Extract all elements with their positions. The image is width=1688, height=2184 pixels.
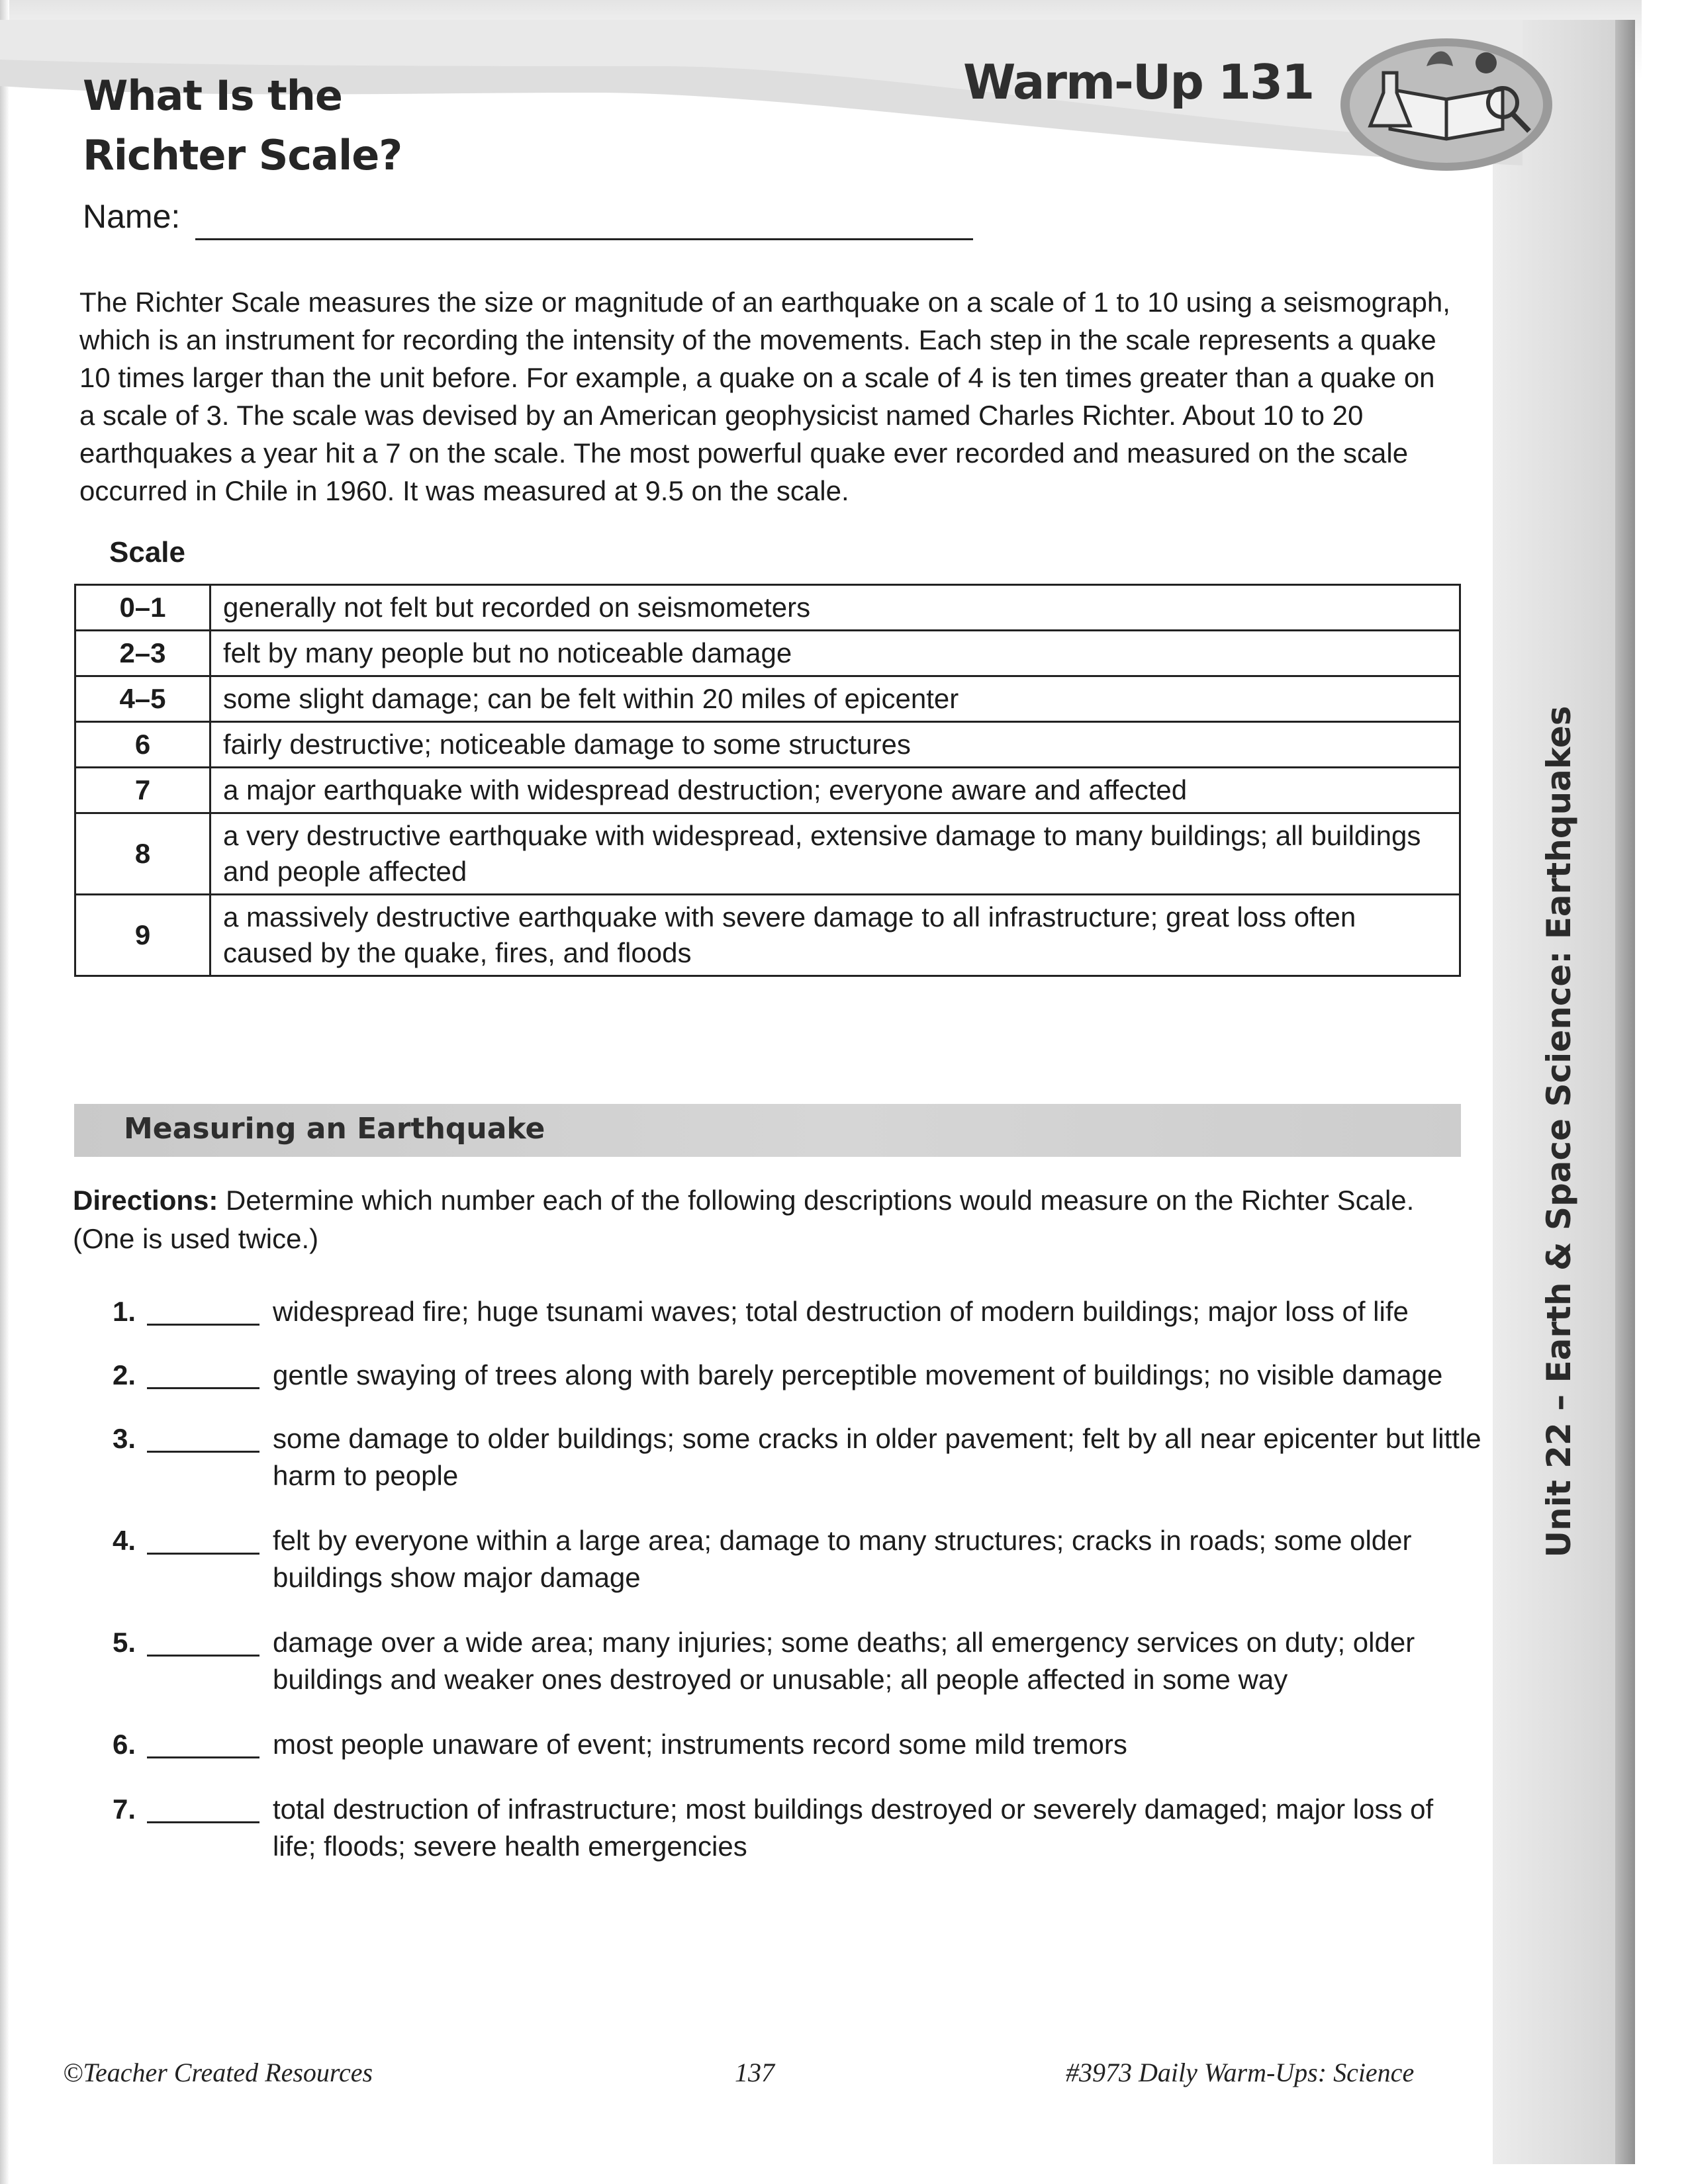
warmup-number: Warm-Up 131	[963, 54, 1314, 110]
scale-description: a major earthquake with widespread destruction; everyone aware and affected	[211, 768, 1460, 813]
scan-edge-right	[1615, 20, 1635, 2164]
directions	[73, 1181, 1436, 1258]
scale-value: 9	[75, 895, 211, 976]
question-text: widespread fire; huge tsunami waves; total destruction of modern buildings; major loss of life	[273, 1296, 1409, 1327]
table-row	[75, 895, 1460, 976]
footer-book-title: #3973 Daily Warm-Ups: Science	[1066, 2058, 1415, 2087]
unit-side-label: Unit 22 – Earth & Space Science: Earthquakes	[1540, 705, 1578, 1558]
table-row	[75, 768, 1460, 813]
scan-edge-left	[0, 0, 9, 2184]
footer-copyright: ©Teacher Created Resources	[63, 2058, 373, 2087]
directions-label: Directions:	[73, 1185, 218, 1216]
name-label: Name:	[83, 198, 181, 235]
page-title-line-1: What Is the	[83, 71, 342, 120]
section-header-bar	[74, 1104, 1461, 1157]
question-text: damage over a wide area; many injuries; some deaths; all emergency services on duty; older buildings and weaker ones destroyed or unusable; all people affected in some way	[273, 1627, 1415, 1695]
answer-blank[interactable]	[147, 1821, 259, 1823]
scale-heading: Scale	[109, 536, 185, 569]
answer-blank[interactable]	[147, 1655, 259, 1657]
question-number: 2.	[112, 1359, 136, 1390]
scale-description: a massively destructive earthquake with severe damage to all infrastructure; great loss often caused by the quake, fires, and floods	[211, 895, 1460, 976]
question-number: 3.	[112, 1423, 136, 1454]
question-number: 5.	[112, 1627, 136, 1658]
directions-text: Determine which number each of the following descriptions would measure on the Richter Scale. (One is used twice.)	[73, 1185, 1415, 1254]
scale-description: a very destructive earthquake with widespread, extensive damage to many buildings; all buildings and people affected	[211, 813, 1460, 895]
answer-blank[interactable]	[147, 1451, 259, 1453]
question-text: some damage to older buildings; some cracks in older pavement; felt by all near epicenter but little harm to people	[273, 1423, 1481, 1491]
page-title-line-2: Richter Scale?	[83, 131, 402, 179]
intro-paragraph: The Richter Scale measures the size or magnitude of an earthquake on a scale of 1 to 10 using a seismograph, which is an instrument for recording the intensity of the movements. Each step in the scale represents a quake 10 times larger than the unit before. For example, a quake on a scale of 4 is ten times greater than a quake on a scale of 3. The scale was devised by an American geophysicist named Charles Richter. About 10 to 20 earthquakes a year hit a 7 on the scale. The most powerful quake ever recorded and measured on the scale occurred in Chile in 1960. It was measured at 9.5 on the scale.	[79, 287, 1450, 506]
name-input-line[interactable]	[195, 238, 973, 240]
answer-blank[interactable]	[147, 1756, 259, 1758]
answer-blank[interactable]	[147, 1324, 259, 1326]
scale-value: 8	[75, 813, 211, 895]
scale-description: felt by many people but no noticeable damage	[211, 631, 1460, 676]
scale-description: fairly destructive; noticeable damage to some structures	[211, 722, 1460, 768]
question-text: felt by everyone within a large area; damage to many structures; cracks in roads; some older buildings show major damage	[273, 1525, 1412, 1593]
section-title: Measuring an Earthquake	[124, 1112, 545, 1146]
scale-description: some slight damage; can be felt within 20 miles of epicenter	[211, 676, 1460, 722]
table-row	[75, 813, 1460, 895]
question-number: 1.	[112, 1296, 136, 1327]
question-text: gentle swaying of trees along with barely perceptible movement of buildings; no visible damage	[273, 1359, 1443, 1390]
question-number: 7.	[112, 1794, 136, 1825]
table-row	[75, 631, 1460, 676]
answer-blank[interactable]	[147, 1553, 259, 1555]
table-row	[75, 676, 1460, 722]
science-books-logo-icon	[1334, 26, 1559, 179]
footer-page-number: 137	[735, 2058, 774, 2087]
table-row	[75, 585, 1460, 631]
question-text: total destruction of infrastructure; most buildings destroyed or severely damaged; major loss of life; floods; severe health emergencies	[273, 1794, 1434, 1862]
scale-value: 4–5	[75, 676, 211, 722]
question-text: most people unaware of event; instruments record some mild tremors	[273, 1729, 1127, 1760]
scale-value: 7	[75, 768, 211, 813]
question-number: 4.	[112, 1525, 136, 1556]
scale-value: 2–3	[75, 631, 211, 676]
richter-scale-table	[74, 584, 1461, 977]
answer-blank[interactable]	[147, 1387, 259, 1389]
scale-value: 0–1	[75, 585, 211, 631]
scale-description: generally not felt but recorded on seismometers	[211, 585, 1460, 631]
table-row	[75, 722, 1460, 768]
question-number: 6.	[112, 1729, 136, 1760]
scale-value: 6	[75, 722, 211, 768]
